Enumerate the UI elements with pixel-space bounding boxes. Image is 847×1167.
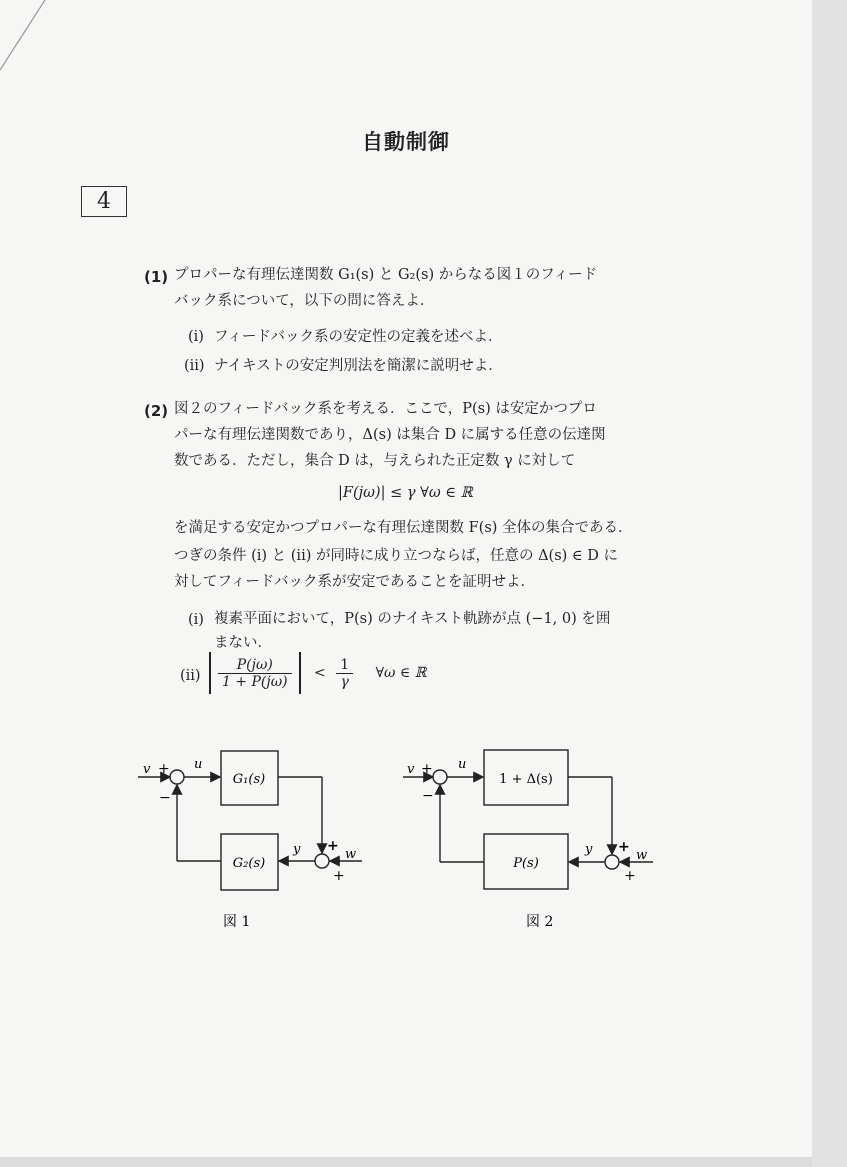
q1-text-line1: プロパーな有理伝達関数 G₁(s) と G₂(s) からなる図１のフィード <box>174 267 598 283</box>
fig2-minus-left: − <box>422 788 434 804</box>
cond2-rhs-fraction <box>336 657 353 690</box>
abs-bar-right <box>299 652 301 694</box>
cond2-numerator: P(jω) <box>218 657 292 674</box>
fig2-u-label: u <box>458 757 467 772</box>
q2-cond2-label: (ii) <box>180 668 201 684</box>
corner-fold-mark <box>0 0 60 80</box>
fig1-v-label: v <box>143 762 151 777</box>
q2-cond1-line2: まない． <box>214 635 272 651</box>
fig1-minus-left: − <box>159 790 171 806</box>
scan-edge <box>812 0 847 1167</box>
fig2-sum-junction-left <box>433 770 447 784</box>
cond2-denominator: 1 + P(jω) <box>221 673 288 690</box>
fig2-delta-label: 1 + Δ(s) <box>499 772 553 787</box>
fig2-y-label: y <box>585 842 593 857</box>
q1-label: (1) <box>144 268 169 286</box>
less-than-sign: < <box>314 665 326 681</box>
q1-item2-text: ナイキストの安定判別法を簡潔に説明せよ． <box>214 358 503 374</box>
fig1-plus-bottom: + <box>333 868 345 884</box>
page-title: 自動制御 <box>362 130 450 154</box>
fig2-v-label: v <box>407 762 415 777</box>
q2-text-line2: パーな有理伝達関数であり，Δ(s) は集合 D に属する任意の伝達関 <box>174 427 606 443</box>
q2-cond1-line1: 複素平面において，P(s) のナイキスト軌跡が点 (−1, 0) を囲 <box>214 611 611 627</box>
fig1-g1-label: G₁(s) <box>232 772 266 787</box>
q1-text-line2: バック系について，以下の問に答えよ． <box>174 293 435 309</box>
rhs-denominator: γ <box>340 673 349 690</box>
q2-text-line6: 対してフィードバック系が安定であることを証明せよ． <box>174 574 536 590</box>
figure1-block-diagram <box>130 740 370 940</box>
fig1-plus-top: + <box>327 838 339 854</box>
fig1-w-label: w <box>345 847 357 862</box>
fig1-u-label: u <box>194 757 203 772</box>
q2-text-line5: つぎの条件 (i) と (ii) が同時に成り立つならば，任意の Δ(s) ∈ D に <box>174 548 618 564</box>
q2-text-line4: を満足する安定かつプロパーな有理伝達関数 F(s) 全体の集合である． <box>174 520 633 536</box>
q2-cond2-formula <box>206 652 426 694</box>
q2-label: (2) <box>144 402 169 420</box>
fig1-sum-junction-left <box>170 770 184 784</box>
question-number-box: 4 <box>81 186 127 217</box>
fig1-g2-label: G₂(s) <box>232 856 266 871</box>
figure2-block-diagram <box>395 740 665 940</box>
scan-bottom-edge <box>0 1157 812 1167</box>
q1-item2-label: (ii) <box>184 358 205 374</box>
fig2-w-label: w <box>636 848 648 863</box>
rhs-numerator: 1 <box>336 657 353 674</box>
abs-bar-left <box>209 652 211 694</box>
q2-text-line1: 図２のフィードバック系を考える．ここで，P(s) は安定かつプロ <box>174 401 597 417</box>
fig1-y-label: y <box>293 842 301 857</box>
fig2-plus-bottom: + <box>624 868 636 884</box>
q2-text-line3: 数である．ただし，集合 D は，与えられた正定数 γ に対して <box>174 453 576 469</box>
cond2-fraction <box>218 657 292 690</box>
fig2-plus-top: + <box>618 839 630 855</box>
fig1-sum-junction-right <box>315 854 329 868</box>
fig2-plus-left: + <box>421 761 433 777</box>
q2-set-formula: |F(jω)| ≤ γ ∀ω ∈ ℝ <box>338 485 473 501</box>
q2-cond1-label: (i) <box>188 612 204 628</box>
fig2-sum-junction-right <box>605 855 619 869</box>
fig2-p-label: P(s) <box>513 856 539 871</box>
fig1-plus-left: + <box>158 761 170 777</box>
fig1-caption: 図 1 <box>223 914 251 930</box>
fig2-caption: 図 2 <box>526 914 554 930</box>
q1-item1-text: フィードバック系の安定性の定義を述べよ． <box>214 329 503 345</box>
q1-item1-label: (i) <box>188 329 204 345</box>
cond2-forall: ∀ω ∈ ℝ <box>375 665 427 681</box>
